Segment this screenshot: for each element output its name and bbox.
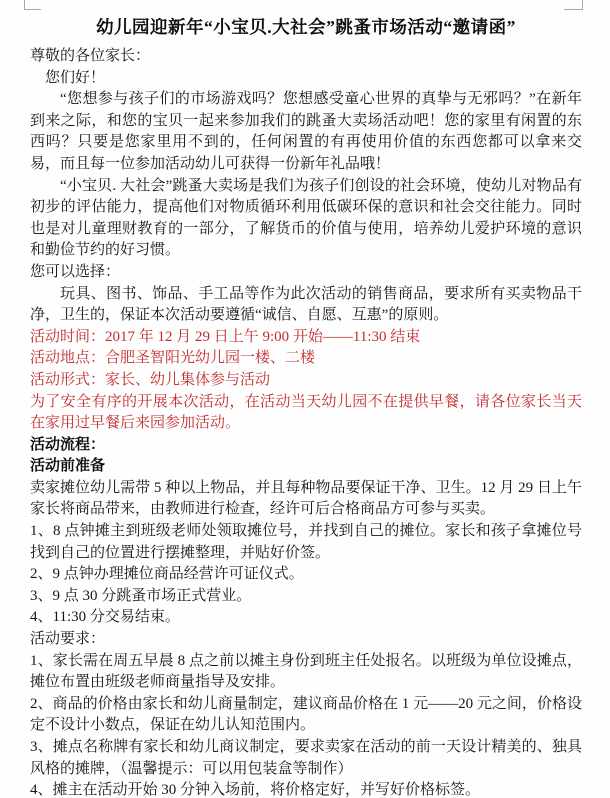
event-format-line: 活动形式：家长、幼儿集体参与活动 bbox=[30, 371, 271, 388]
purpose-paragraph: “小宝贝. 大社会”跳蚤大卖场是我们为孩子们创设的社会环境，使幼儿对物品有初步的评估能力，提高他们对物质循环利用低碳环保的意识和社会交往能力。同时也是对儿童理财教育的一部分，了解货币的价值与使用，培养幼儿爱护环境的意识和勤俭节约的好习惯。 bbox=[30, 177, 582, 259]
requirement-item-3: 3、摊点名称牌有家长和幼儿商议制定，要求卖家在活动的前一天设计精美的、独具风格的摊牌，（温馨提示：可以用包装盒等制作） bbox=[30, 739, 582, 777]
flow-item-1: 1、8 点钟摊主到班级老师处领取摊位号，并找到自己的摊位。家长和孩子拿摊位号找到自己的位置进行摆摊整理，并贴好价签。 bbox=[30, 523, 582, 561]
flow-item-4: 4、11:30 分交易结束。 bbox=[30, 609, 180, 626]
flow-item-2: 2、9 点钟办理摊位商品经营许可证仪式。 bbox=[30, 566, 304, 583]
requirement-item-1: 1、家长需在周五早晨 8 点之前以摊主身份到班主任处报名。以班级为单位设摊点，摊位布置由班级老师商量指导及安排。 bbox=[30, 652, 582, 691]
salutation-line: 尊敬的各位家长： bbox=[30, 48, 151, 64]
requirements-heading: 活动要求： bbox=[30, 631, 106, 648]
section-prep-heading: 活动前准备 bbox=[30, 458, 106, 475]
requirement-item-2: 2、商品的价格由家长和幼儿商量制定，建议商品价格在 1 元——20 元之间，价格设定不设计小数点，保证在幼儿认知范围内。 bbox=[30, 695, 582, 734]
section-flow-heading: 活动流程： bbox=[30, 436, 106, 453]
margin-crop-mark-right-icon bbox=[564, 0, 583, 10]
preparation-paragraph: 卖家摊位幼儿需带 5 种以上物品，并且每种物品要保证干净、卫生。12 月 29 日上午家长将商品带来，由教师进行检查，经许可后合格商品方可参与买卖。 bbox=[30, 479, 582, 518]
flow-item-3: 3、9 点 30 分跳蚤市场正式营业。 bbox=[30, 587, 252, 604]
goods-paragraph: 玩具、图书、饰品、手工品等作为此次活动的销售商品，要求所有买卖物品干净，卫生的，保证本次活动要遵循“诚信、自愿、互惠”的原则。 bbox=[30, 285, 582, 324]
greeting-line: 您们好！ bbox=[45, 69, 106, 86]
document-title: 幼儿园迎新年“小宝贝.大社会”跳蚤市场活动“邀请函” bbox=[96, 17, 516, 37]
breakfast-notice: 为了安全有序的开展本次活动，在活动当天幼儿园不在提供早餐，请各位家长当天在家用过早餐后来园参加活动。 bbox=[30, 393, 582, 432]
event-time-line: 活动时间：2017 年 12 月 29 日上午 9:00 开始——11:30 结束 bbox=[30, 328, 421, 345]
requirement-item-4: 4、摊主在活动开始 30 分钟入场前，将价格定好，并写好价格标签。 bbox=[30, 782, 481, 798]
margin-crop-mark-left-icon bbox=[24, 0, 41, 10]
event-location-line: 活动地点：合肥圣智阳光幼儿园一楼、二楼 bbox=[30, 350, 316, 367]
choose-heading: 您可以选择： bbox=[30, 263, 121, 280]
intro-paragraph: “您想参与孩子们的市场游戏吗？您想感受童心世界的真挚与无邪吗？”在新年到来之际，和您的宝贝一起来参加我们的跳蚤大卖场活动吧！您的家里有闲置的东西吗？只要是您家里用不到的，任何闲置的有再使用价值的东西您都可以拿来交易，而且每一位参加活动幼儿可获得一份新年礼品哦！ bbox=[30, 91, 582, 172]
